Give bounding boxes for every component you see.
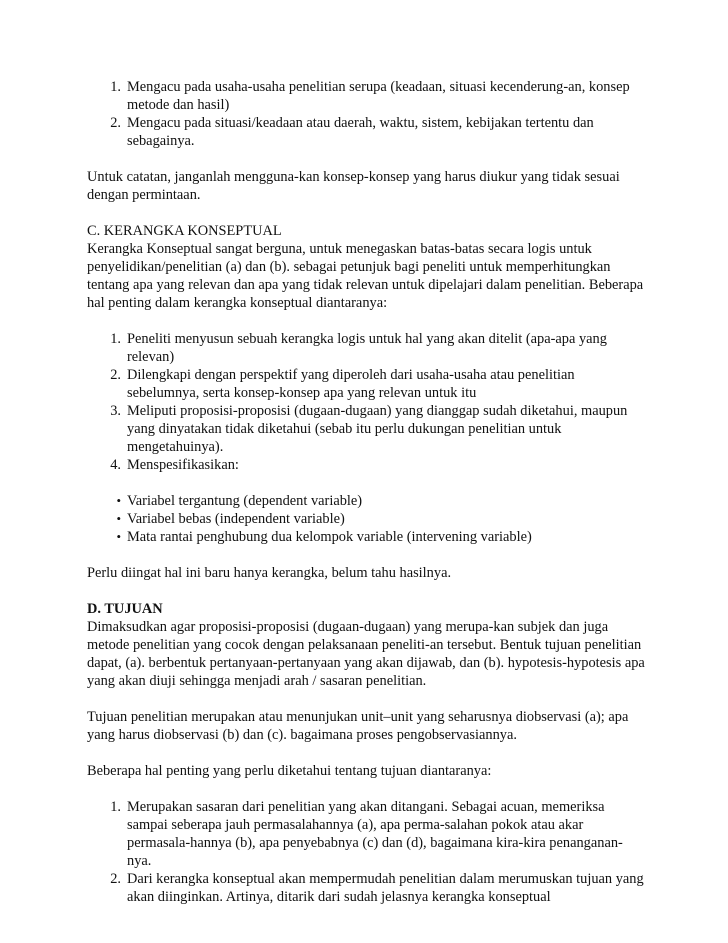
list-marker: 1. xyxy=(110,331,121,347)
list-marker: 2. xyxy=(110,871,121,887)
list-item xyxy=(87,330,647,366)
paragraph-catatan: Untuk catatan, janganlah mengguna-kan konsep-konsep yang harus diukur yang tidak sesuai dengan permintaan. xyxy=(87,169,620,203)
section-d-heading: D. TUJUAN xyxy=(87,601,163,617)
bullet-item xyxy=(87,528,647,546)
list-item xyxy=(87,456,647,474)
bullet-icon: • xyxy=(116,493,121,508)
list-item-text: Dilengkapi dengan perspektif yang diperoleh dari usaha-usaha atau penelitian sebelumnya, serta konsep-konsep apa yang relevan untuk itu xyxy=(127,367,575,401)
bullet-icon: • xyxy=(116,529,121,544)
bullet-item-text: Variabel bebas (independent variable) xyxy=(127,511,345,527)
list-item-text: Merupakan sasaran dari penelitian yang akan ditangani. Sebagai acuan, memeriksa sampai seberapa jauh permasalahannya (a), apa perma-salahan pokok atau akar permasala-hannya (b), apa penyebabnya (c) dan (d), bagaimana kira-kira penanganan-nya. xyxy=(127,799,623,869)
section-d-paragraph-3: Beberapa hal penting yang perlu diketahui tentang tujuan diantaranya: xyxy=(87,763,492,779)
bullet-item xyxy=(87,492,647,510)
list-item-text: Mengacu pada situasi/keadaan atau daerah, waktu, sistem, kebijakan tertentu dan sebagainya. xyxy=(127,115,594,149)
list-item xyxy=(87,870,647,906)
section-c-intro: Kerangka Konseptual sangat berguna, untuk menegaskan batas-batas secara logis untuk penyelidikan/penelitian (a) dan (b). sebagai petunjuk bagi peneliti untuk memperhitungkan tentang apa yang relevan dan apa yang tidak relevan untuk dipelajari dalam penelitian. Beberapa hal penting dalam kerangka konseptual diantaranya: xyxy=(87,241,644,311)
document-page xyxy=(87,78,647,924)
list-item-text: Meliputi proposisi-proposisi (dugaan-dugaan) yang dianggap sudah diketahui, maupun yang dinyatakan tidak diketahui (sebab itu perlu dukungan penelitian untuk mengetahuinya). xyxy=(127,403,628,455)
list-marker: 1. xyxy=(110,79,121,95)
list-marker: 3. xyxy=(110,403,121,419)
bullet-item-text: Mata rantai penghubung dua kelompok variable (intervening variable) xyxy=(127,529,532,545)
list-item-text: Peneliti menyusun sebuah kerangka logis untuk hal yang akan ditelit (apa-apa yang relevan) xyxy=(127,331,607,365)
list-item-text: Dari kerangka konseptual akan mempermudah penelitian dalam merumuskan tujuan yang akan diinginkan. Artinya, ditarik dari sudah jelasnya kerangka konseptual xyxy=(127,871,644,905)
section-d-paragraph-2: Tujuan penelitian merupakan atau menunjukan unit–unit yang seharusnya diobservasi (a); apa yang harus diobservasi (b) dan (c). bagaimana proses pengobservasiannya. xyxy=(87,709,629,743)
bullet-icon: • xyxy=(116,511,121,526)
list-item-text: Mengacu pada usaha-usaha penelitian serupa (keadaan, situasi kecenderung-an, konsep metode dan hasil) xyxy=(127,79,630,113)
bullet-item-text: Variabel tergantung (dependent variable) xyxy=(127,493,363,509)
list-marker: 2. xyxy=(110,367,121,383)
section-c-heading: C. KERANGKA KONSEPTUAL xyxy=(87,223,282,239)
section-d-numbered-list xyxy=(87,798,647,906)
list-item xyxy=(87,402,647,456)
section-c-note: Perlu diingat hal ini baru hanya kerangka, belum tahu hasilnya. xyxy=(87,565,452,581)
list-marker: 2. xyxy=(110,115,121,131)
section-c-numbered-list xyxy=(87,330,647,474)
list-item xyxy=(87,78,647,114)
list-item-text: Menspesifikasikan: xyxy=(127,457,239,473)
section-d-intro: Dimaksudkan agar proposisi-proposisi (dugaan-dugaan) yang merupa-kan subjek dan juga metode penelitian yang cocok dengan pelaksanaan peneliti-an tersebut. Bentuk tujuan penelitian dapat, (a). berbentuk pertanyaan-pertanyaan yang akan dijawab, dan (b). hypotesis-hypotesis apa yang akan diuji sehingga menjadi arah / sasaran penelitian. xyxy=(87,619,645,689)
list-item xyxy=(87,798,647,870)
numbered-list-1 xyxy=(87,78,647,150)
bullet-item xyxy=(87,510,647,528)
list-marker: 1. xyxy=(110,799,121,815)
list-item xyxy=(87,114,647,150)
list-marker: 4. xyxy=(110,457,121,473)
list-item xyxy=(87,366,647,402)
section-c-bullet-list xyxy=(87,492,647,546)
